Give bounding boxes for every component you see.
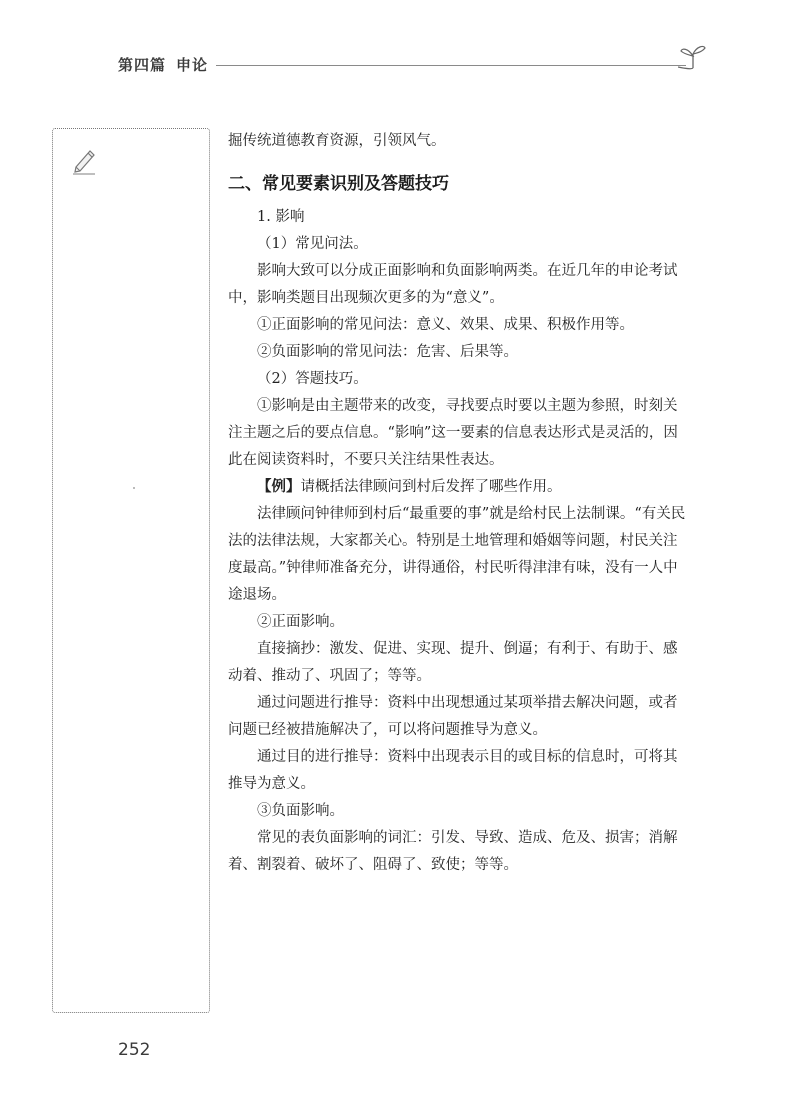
notes-sidebar bbox=[52, 128, 210, 1013]
continuation-line: 掘传统道德教育资源，引领风气。 bbox=[228, 133, 446, 149]
header-section-title: 申论 bbox=[176, 56, 209, 74]
main-content bbox=[228, 128, 688, 873]
header-part-title: 第四篇 bbox=[118, 56, 167, 74]
paragraph: 法律顾问钟律师到村后“最重要的事”就是给村民上法制课。“有关民法的法律法规，大家都关心。特别是土地管理和婚姻等问题，村民关注度最高。”钟律师准备充分，讲得通俗，村民听得津津有味，没有一人中途退场。 bbox=[228, 506, 686, 603]
subheading: ③负面影响。 bbox=[257, 803, 344, 819]
speck bbox=[133, 487, 135, 489]
paragraph: ①影响是由主题带来的改变，寻找要点时要以主题为参照，时刻关注主题之后的要点信息。“影响”这一要素的信息表达形式是灵活的，因此在阅读资料时，不要只关注结果性表达。 bbox=[228, 398, 678, 468]
subheading: ②正面影响。 bbox=[257, 614, 344, 630]
paragraph: 影响大致可以分成正面影响和负面影响两类。在近几年的申论考试中，影响类题目出现频次更多的为“意义”。 bbox=[228, 263, 678, 306]
paragraph: 常见的表负面影响的词汇：引发、导致、造成、危及、损害；消解着、割裂着、破坏了、阻碍了、致使；等等。 bbox=[228, 830, 678, 873]
subheading: （2）答题技巧。 bbox=[257, 371, 368, 387]
subheading: （1）常见问法。 bbox=[257, 236, 368, 252]
running-header bbox=[118, 54, 708, 78]
subsection-title: 1. 影响 bbox=[257, 209, 305, 225]
page-number: 252 bbox=[118, 1040, 151, 1060]
example-label: 【例】 bbox=[257, 479, 301, 495]
pencil-icon bbox=[71, 147, 97, 175]
paragraph: ②负面影响的常见问法：危害、后果等。 bbox=[257, 344, 518, 360]
header-rule bbox=[216, 65, 686, 66]
paragraph: 通过目的进行推导：资料中出现表示目的或目标的信息时，可将其推导为意义。 bbox=[228, 749, 678, 792]
section-heading: 二、常见要素识别及答题技巧 bbox=[228, 174, 449, 194]
example-paragraph bbox=[228, 474, 688, 501]
paragraph: 通过问题进行推导：资料中出现想通过某项举措去解决问题，或者问题已经被措施解决了，可以将问题推导为意义。 bbox=[228, 695, 678, 738]
body-block bbox=[228, 204, 688, 879]
example-text: 请概括法律顾问到村后发挥了哪些作用。 bbox=[300, 479, 562, 495]
paragraph: 直接摘抄：激发、促进、实现、提升、倒逼；有利于、有助于、感动着、推动了、巩固了；等等。 bbox=[228, 641, 678, 684]
sprout-icon bbox=[678, 42, 708, 70]
paragraph: ①正面影响的常见问法：意义、效果、成果、积极作用等。 bbox=[257, 317, 634, 333]
